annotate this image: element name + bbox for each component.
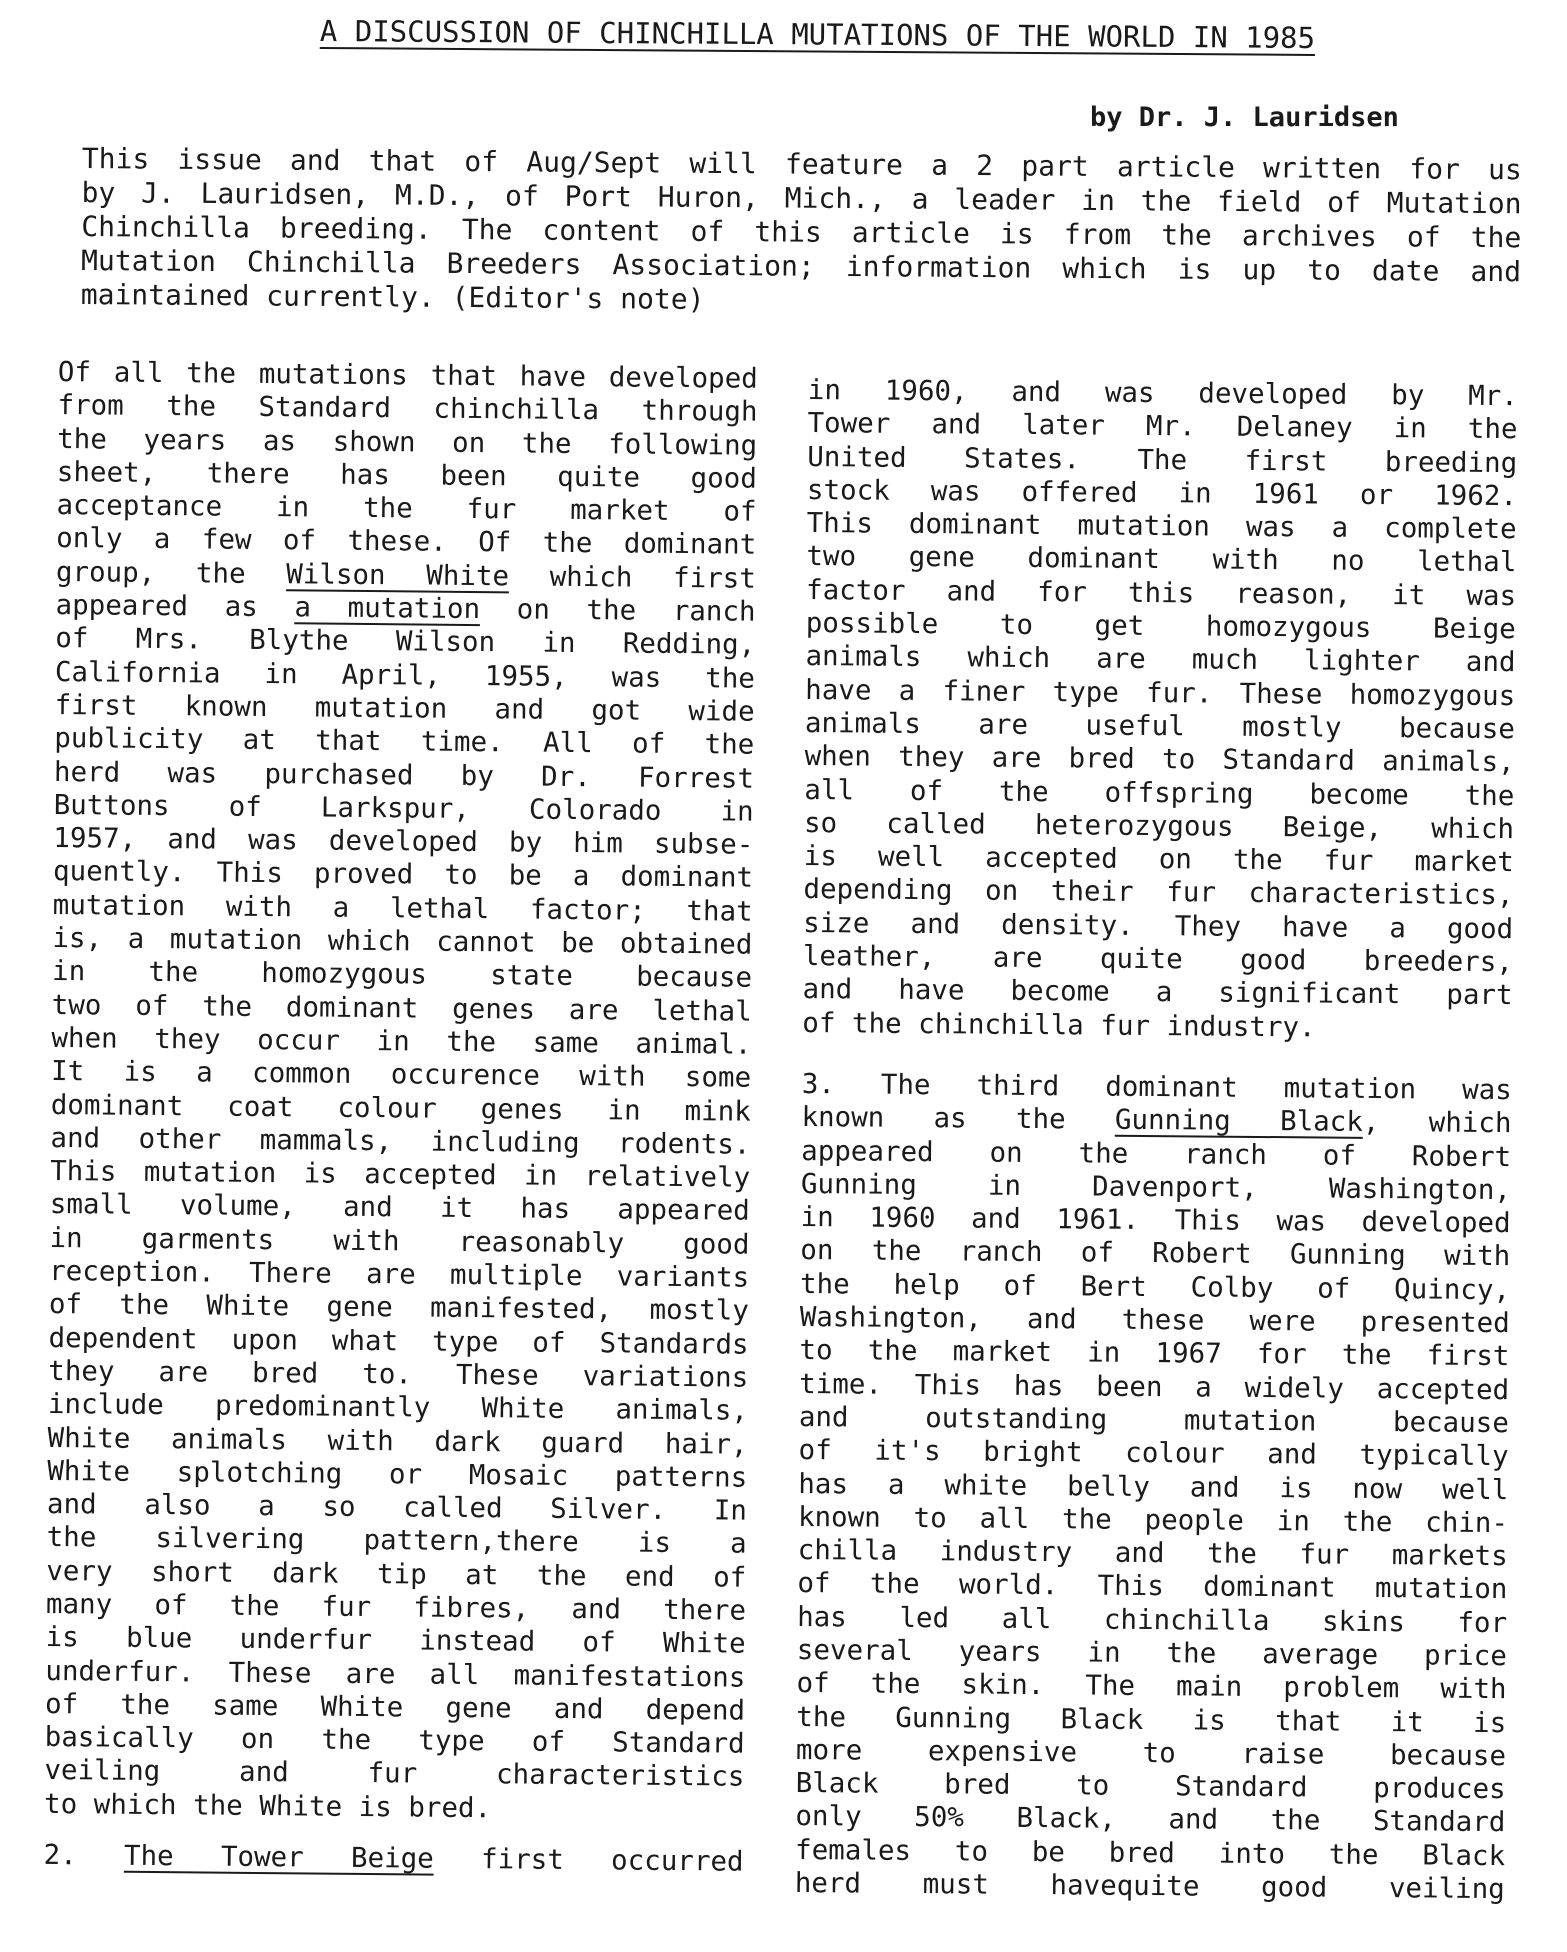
text-line: mutation with a lethal factor; that (52, 888, 753, 928)
tower-beige-line (43, 1839, 743, 1879)
left-lines-a (56, 356, 758, 562)
wilson-white-underlined: Wilson White (286, 557, 510, 593)
text-line: California in April, 1955, was the (54, 655, 756, 695)
third-mutation-line: 3. The third dominant mutation was (801, 1067, 1512, 1107)
text-line: more expensive to raise because (795, 1733, 1507, 1773)
text-line: very short dark tip at the end of (46, 1554, 747, 1594)
text-line: and outstanding mutation because (798, 1400, 1510, 1440)
text-line: many of the fur fibres, and there (45, 1587, 747, 1627)
text-line: This mutation is accepted in relatively (50, 1155, 751, 1194)
text-line: factor and for this reason, it was (805, 573, 1517, 612)
text-line: of the skin. The main problem with (796, 1667, 1507, 1706)
text-line: of it's bright colour and typically (798, 1434, 1509, 1473)
text-line: reception. There are multiple variants (49, 1254, 750, 1294)
text-line: in 1960 and 1961. This was developed (800, 1201, 1511, 1240)
text-line: size and density. They have a good (803, 906, 1514, 945)
text-line: has led all chinchilla skins for (797, 1600, 1508, 1639)
gunning-pre: known as the (801, 1101, 1116, 1136)
text-line: they are bred to. These variations (48, 1354, 749, 1394)
gunning-post: , which (1362, 1106, 1512, 1140)
text-line: from the Standard chinchilla through (57, 389, 758, 429)
wilson-pre: group, the (55, 555, 287, 590)
right-lines-a (802, 374, 1517, 1013)
text-line: of the world. This dominant mutation (797, 1567, 1508, 1606)
text-line: small volume, and it has appeared (49, 1188, 750, 1228)
text-line: herd was purchased by Dr. Forrest (53, 755, 755, 795)
text-line: when they are bred to Standard animals, (804, 740, 1515, 779)
text-line: only 50% Black, and the Standard (795, 1800, 1506, 1839)
editor-note-line: maintained currently. (Editor's note) (80, 277, 705, 316)
tower-number: 2. (43, 1838, 125, 1872)
article-byline: by Dr. J. Lauridsen (1090, 102, 1399, 133)
text-line: two of the dominant genes are lethal (51, 988, 752, 1028)
text-line: time. This has been a widely accepted (799, 1367, 1510, 1406)
article-title: A DISCUSSION OF CHINCHILLA MUTATIONS OF THE WORLD IN 1985 (319, 14, 1316, 55)
a-mutation-underlined: a mutation (294, 591, 481, 626)
text-line: first known mutation and got wide (54, 688, 755, 728)
left-lines-b (44, 622, 755, 1794)
text-line: so called heterozygous Beige, which (803, 806, 1515, 846)
text-line: It is a common occurence with some (50, 1055, 752, 1094)
text-line: Washington, and these were presented (799, 1300, 1510, 1340)
editor-note (81, 142, 1522, 323)
editor-note-line: This issue and that of Aug/Sept will feature a 2 part article written for us (81, 142, 1522, 187)
text-line: in 1960, and was developed by Mr. (807, 374, 1518, 413)
text-line: White splotching or Mosaic patterns (47, 1454, 748, 1494)
text-line: This dominant mutation was a complete (806, 507, 1517, 546)
appeared-pre: appeared as (55, 589, 295, 624)
text-line: underfur. These are all manifestations (45, 1654, 746, 1694)
text-line: herd must havequite good veiling (794, 1867, 1505, 1906)
text-line: basically on the type of Standard (44, 1721, 745, 1760)
text-line: depending on their fur characteristics, (803, 873, 1514, 912)
text-line: is well accepted on the fur market (803, 840, 1514, 879)
gunning-black-line (801, 1101, 1511, 1140)
text-line: the years as shown on the following (57, 422, 758, 462)
wilson-post: which first (508, 560, 757, 595)
text-line: of the White gene manifested, mostly (48, 1288, 750, 1327)
right-last-line-a: of the chinchilla fur industry. (802, 1006, 1316, 1044)
editor-note-line: Mutation Chinchilla Breeders Association; information which is up to date and (80, 243, 1522, 289)
text-line: United States. The first breeding (807, 440, 1518, 479)
text-line: acceptance in the fur market of (56, 489, 757, 528)
text-line: Of all the mutations that have developed (57, 356, 758, 395)
appeared-post: on the ranch (479, 593, 756, 628)
editor-note-line: Chinchilla breeding. The content of this article is from the archives of the (81, 209, 1522, 255)
text-line: females to be bred into the Black (794, 1833, 1506, 1872)
text-line: in the homozygous state because (51, 955, 753, 995)
right-lines-b (795, 1135, 1512, 1907)
text-line: publicity at that time. All of the (54, 722, 755, 761)
text-line: to the market in 1967 for the first (799, 1334, 1510, 1373)
text-line: on the ranch of Robert Gunning with (800, 1234, 1511, 1273)
left-column (43, 356, 758, 1879)
editor-note-line: by J. Lauridsen, M.D., of Port Huron, Mich., a leader in the field of Mutation (81, 175, 1522, 221)
text-line: the help of Bert Colby of Quincy, (799, 1267, 1511, 1306)
text-line: Buttons of Larkspur, Colorado in (53, 788, 754, 828)
text-line: and also a so called Silver. In (46, 1488, 748, 1527)
text-line: quently. This proved to be a dominant (52, 855, 754, 895)
text-line: include predominantly White animals, (47, 1388, 749, 1427)
text-line: dominant coat colour genes in mink (50, 1088, 751, 1128)
text-line: animals are useful mostly because (804, 706, 1516, 746)
text-line: is blue underfur instead of White (45, 1621, 746, 1660)
text-line: veiling and fur characteristics (44, 1754, 745, 1794)
text-line: known to all the people in the chin- (797, 1500, 1509, 1539)
text-line: has a white belly and is now well (798, 1467, 1509, 1506)
text-line: 1957, and was developed by him subse- (53, 822, 754, 861)
text-line: White animals with dark guard hair, (47, 1421, 748, 1461)
text-line: stock was offered in 1961 or 1962. (806, 473, 1518, 513)
text-line: Gunning in Davenport, Washington, (800, 1167, 1512, 1206)
text-line: of the same White gene and depend (44, 1687, 746, 1727)
text-line: and other mammals, including rodents. (50, 1121, 751, 1161)
text-line: Tower and later Mr. Delaney in the (807, 407, 1518, 446)
text-line: several years in the average price (796, 1633, 1507, 1673)
text-line: dependent upon what type of Standards (48, 1321, 749, 1361)
text-line: when they occur in the same animal. (51, 1021, 752, 1061)
tower-beige-underlined: The Tower Beige (123, 1839, 434, 1875)
left-last-line: to which the White is bred. (43, 1787, 492, 1824)
text-line: of Mrs. Blythe Wilson in Redding, (55, 622, 756, 662)
text-line: possible to get homozygous Beige (805, 607, 1516, 646)
text-line: Black bred to Standard produces (795, 1767, 1506, 1806)
text-line: leather, are quite good breeders, (802, 940, 1514, 979)
text-line: have a finer type fur. These homozygous (805, 673, 1516, 712)
text-line: all of the offspring become the (804, 773, 1515, 812)
tower-post: first occurred (433, 1842, 744, 1878)
text-line: only a few of these. Of the dominant (56, 522, 757, 562)
text-line: and have become a significant part (802, 973, 1513, 1012)
text-line: the silvering pattern,there is a (46, 1521, 747, 1561)
text-line: appeared on the ranch of Robert (801, 1134, 1512, 1173)
text-line: chilla industry and the fur markets (797, 1534, 1508, 1573)
gunning-black-underlined: Gunning Black (1114, 1103, 1364, 1139)
text-line: two gene dominant with no lethal (806, 540, 1517, 579)
text-line: sheet, there has been quite good (56, 455, 758, 495)
text-line: the Gunning Black is that it is (796, 1700, 1507, 1739)
text-line: in garments with reasonably good (49, 1221, 750, 1261)
text-line: animals which are much lighter and (805, 640, 1516, 679)
right-column (795, 374, 1518, 1906)
text-line: is, a mutation which cannot be obtained (52, 922, 753, 961)
